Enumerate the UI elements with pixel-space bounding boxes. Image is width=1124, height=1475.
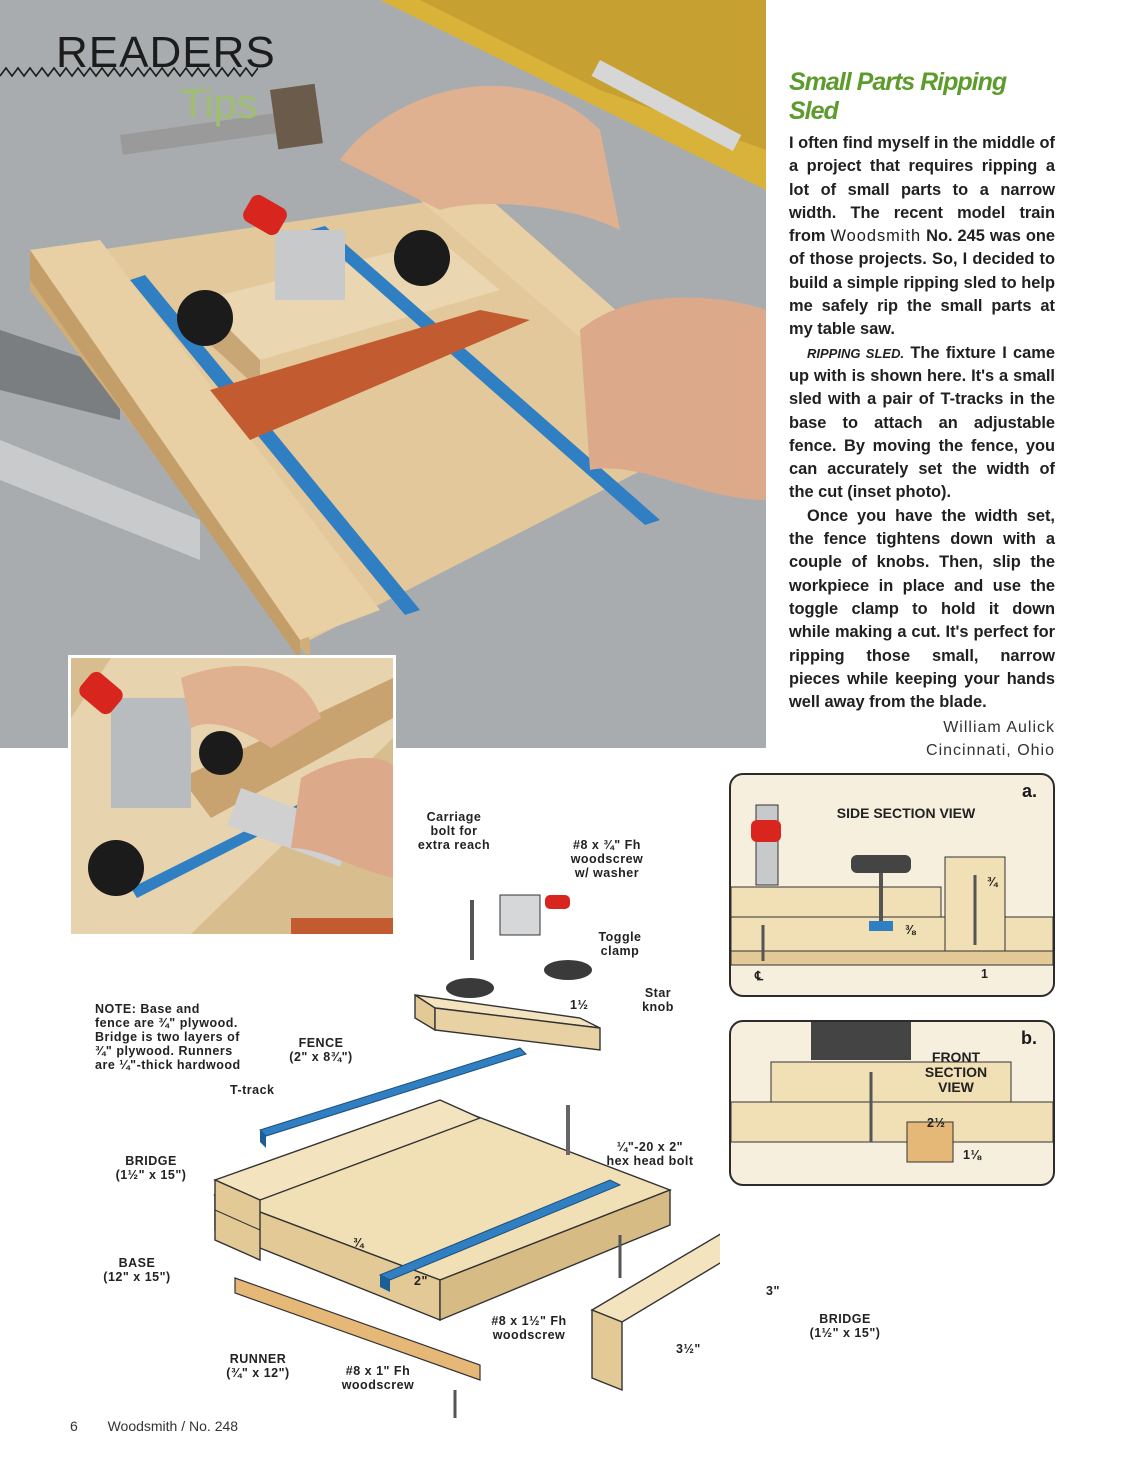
label-base: BASE (12" x 15"): [103, 1256, 171, 1284]
paragraph-1-end: No. 245 was one of those projects. So, I decided to build a simple ripping sled to help me safely rip the small parts at my table saw.: [789, 227, 1055, 339]
label-fence: FENCE (2" x 8¾"): [289, 1036, 353, 1064]
author-block: [789, 716, 1055, 762]
panel-a-centerline: ℄: [755, 969, 764, 983]
label-hex-bolt: ¼"-20 x 2" hex head bolt: [606, 1140, 694, 1168]
main-photo-illustration: [0, 0, 766, 748]
magazine-issue: Woodsmith / No. 248: [107, 1418, 239, 1434]
paragraph-3-text: Once you have the width set, the fence tightens down with a couple of knobs. Then, slip the workpiece in place and use the toggle clamp to hold it down while making a cut. It's perfect for ripping those small, narrow pieces while keeping your hands well away from the blade.: [789, 506, 1055, 712]
label-woodscrew-1: #8 x 1" Fh woodscrew: [341, 1364, 415, 1392]
panel-side-section: [729, 773, 1055, 997]
panel-a-dim-3-4: ¾: [987, 875, 998, 889]
panel-b-dim-2-1-2: 2½: [927, 1116, 946, 1130]
label-toggle-clamp: Toggle clamp: [598, 930, 642, 958]
page-footer: [70, 1418, 238, 1434]
label-bridge-right: BRIDGE (1½" x 15"): [809, 1312, 881, 1340]
main-photo: [0, 0, 766, 748]
label-woodscrew-1-5: #8 x 1½" Fh woodscrew: [491, 1314, 567, 1342]
paragraph-1: [789, 132, 1055, 342]
exploded-diagram: [80, 800, 720, 1420]
panel-a-letter: a.: [1021, 781, 1037, 801]
zigzag-divider: [0, 66, 258, 78]
paragraph-3: [789, 505, 1055, 715]
author-name: William Aulick: [943, 719, 1055, 737]
magazine-reference: Woodsmith: [830, 227, 922, 246]
label-dim-3-5: 3½": [676, 1342, 701, 1356]
label-dim-3-4: ¾: [353, 1236, 364, 1250]
paragraph-2-text: The fixture I came up with is shown here. It's a small sled with a pair of T-tracks in the base to attach an adjustable fence. By moving the fence, you can accurately set the width of the cut (inset photo).: [789, 343, 1055, 502]
front-section-drawing: [731, 1022, 1053, 1184]
label-woodscrew-washer: #8 x ¾" Fh woodscrew w/ washer: [570, 838, 644, 880]
section-subtitle-tips: Tips: [180, 80, 258, 127]
panel-front-section: [729, 1020, 1055, 1186]
label-carriage-bolt: Carriage bolt for extra reach: [417, 810, 491, 852]
section-title-readers: READERS: [56, 28, 276, 77]
design-note: NOTE: Base and fence are ¾" plywood. Bridge is two layers of ¾" plywood. Runners are ¼"-thick hardwood: [95, 1002, 241, 1072]
panel-b-letter: b.: [1021, 1028, 1037, 1048]
author-city: Cincinnati, Ohio: [926, 742, 1055, 760]
label-dim-1-5: 1½: [570, 998, 589, 1012]
label-bridge-left: BRIDGE (1½" x 15"): [115, 1154, 187, 1182]
page-number: 6: [70, 1418, 78, 1434]
panel-a-dim-1: 1: [981, 967, 989, 981]
panel-a-title: SIDE SECTION VIEW: [836, 805, 976, 821]
panel-b-dim-1-1-8: 1⅛: [963, 1148, 982, 1162]
label-dim-3: 3": [766, 1284, 780, 1298]
label-t-track: T-track: [230, 1083, 275, 1097]
paragraph-1-text: I often find myself in the middle of a project that requires ripping a lot of small parts to a narrow width. The recent model train from: [789, 134, 1055, 246]
label-runner: RUNNER (¾" x 12"): [226, 1352, 290, 1380]
article: [789, 68, 1055, 762]
paragraph-2-lead: RIPPING SLED.: [807, 345, 905, 361]
article-body: [789, 132, 1055, 714]
label-star-knob: Star knob: [642, 986, 674, 1014]
panel-a-dim-3-8: ⅜: [905, 923, 916, 937]
panel-b-title: FRONT SECTION VIEW: [924, 1049, 988, 1095]
paragraph-2: [789, 342, 1055, 505]
label-dim-2: 2": [414, 1274, 428, 1288]
article-title: Small Parts Ripping Sled: [789, 68, 1007, 125]
